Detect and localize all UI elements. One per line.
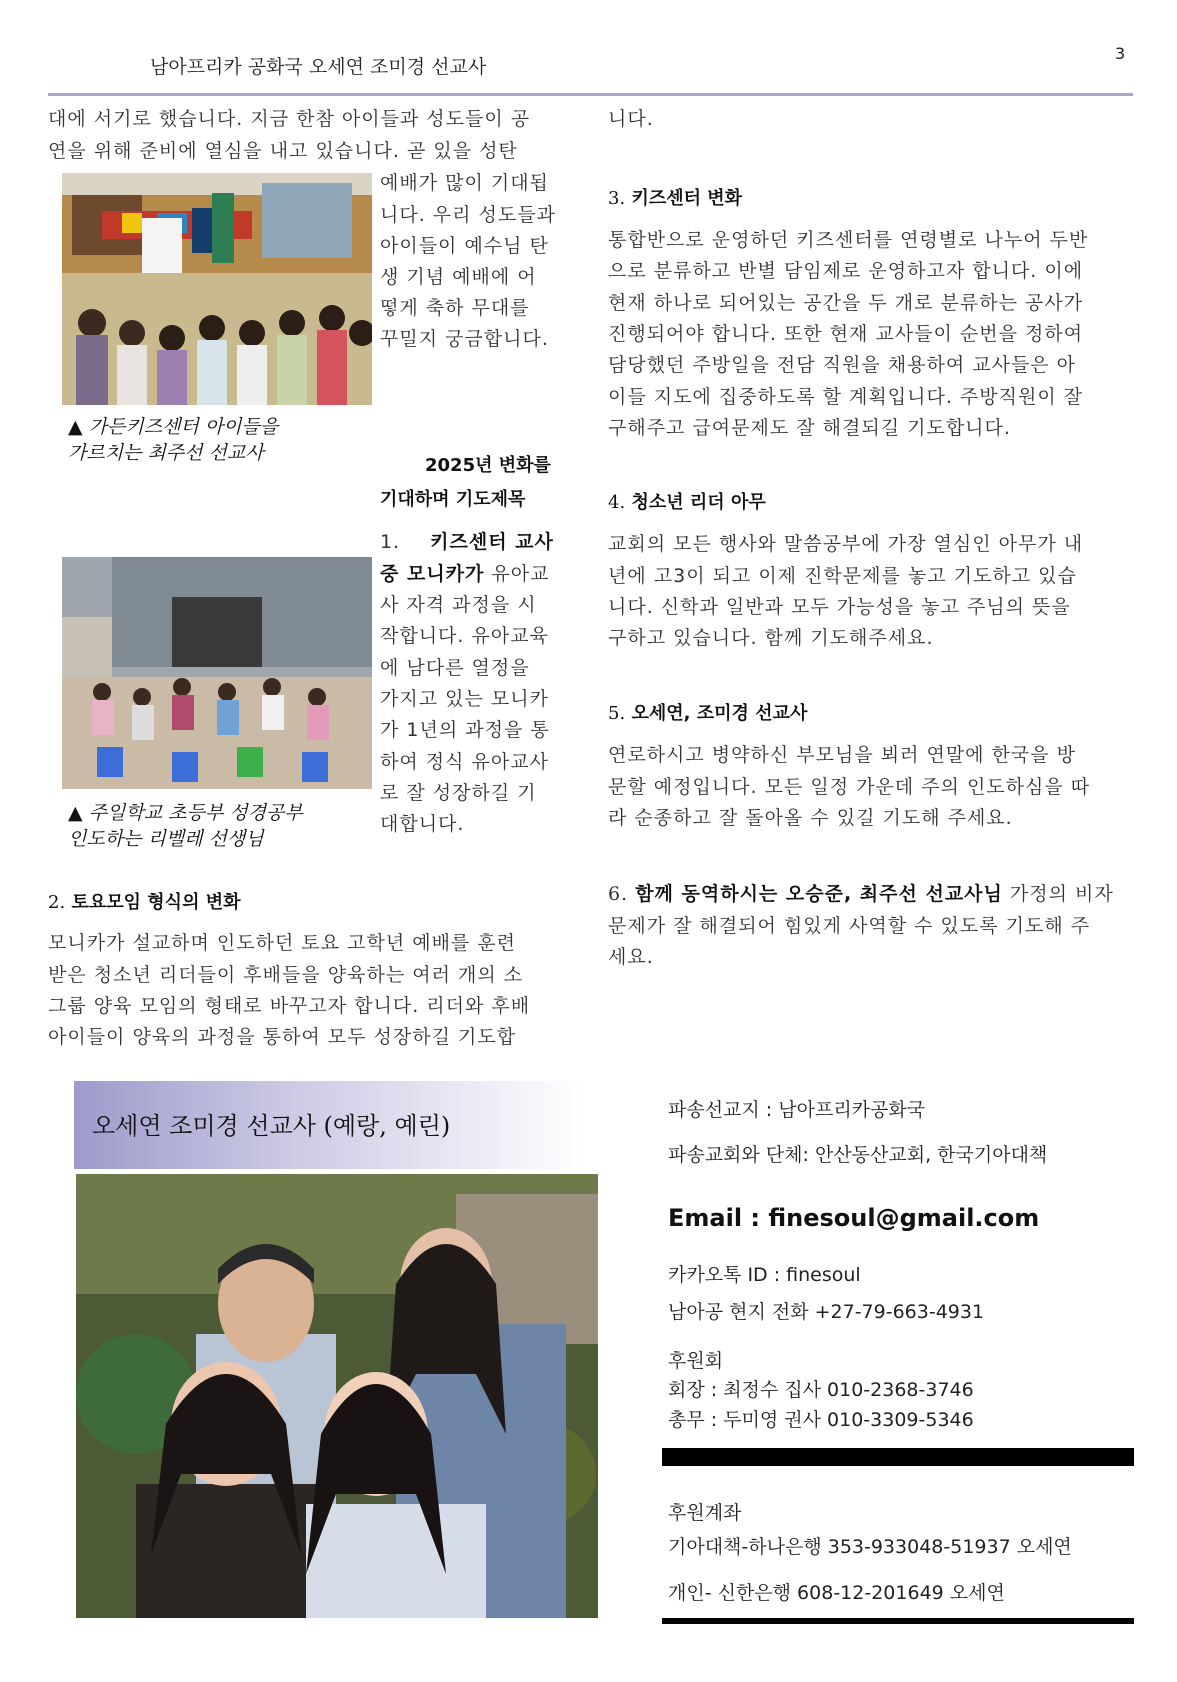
support-president: 회장 : 최정수 집사 010-2368-3746 <box>668 1379 974 1401</box>
support-treasurer: 총무 : 두미영 권사 010-3309-5346 <box>668 1409 974 1431</box>
item3-title: 키즈센터 변화 <box>631 188 743 209</box>
item6-line-3: 세요. <box>608 946 654 968</box>
item6-bold: 함께 동역하시는 오승준, 최주선 선교사님 <box>635 883 1003 905</box>
classroom-photo <box>62 173 372 405</box>
missionary-banner-title: 오세연 조미경 선교사 (예랑, 예린) <box>92 1112 451 1140</box>
prayer-title-line-1: 2025년 변화를 <box>425 455 551 476</box>
item1-line-3: 사 자격 과정을 시 <box>380 594 537 616</box>
item2-number: 2. <box>48 892 66 913</box>
item5-heading <box>608 699 807 725</box>
item2-line-2: 받은 청소년 리더들이 후배들을 양육하는 여러 개의 소 <box>48 964 524 986</box>
item4-line-1: 교회의 모든 행사와 말씀공부에 가장 열심인 아무가 내 <box>608 533 1084 555</box>
item1-line-10: 대합니다. <box>380 813 465 835</box>
item5-title: 오세연, 조미경 선교사 <box>631 703 808 724</box>
photo-caption-1-line-2: 가르치는 최주선 선교사 <box>68 442 264 464</box>
item3-line-3: 현재 하나로 되어있는 공간을 두 개로 분류하는 공사가 <box>608 292 1084 314</box>
item6-line-1 <box>608 879 1114 911</box>
item3-line-7: 구해주고 급여문제도 잘 해결되길 기도합니다. <box>608 417 1011 439</box>
item3-line-5: 담당했던 주방일을 전담 직원을 채용하여 교사들은 아 <box>608 354 1077 376</box>
wrap-line-4: 생 기념 예배에 어 <box>380 266 537 288</box>
header-divider <box>48 93 1133 96</box>
intro-line-2: 연을 위해 준비에 열심을 내고 있습니다. 곧 있을 성탄 <box>48 140 518 162</box>
wrap-line-6: 꾸밀지 궁금합니다. <box>380 328 549 350</box>
item1-rest-b: 유아교 <box>484 563 550 585</box>
item4-title: 청소년 리더 아무 <box>631 492 766 513</box>
item2-line-3: 그룹 양육 모임의 형태로 바꾸고자 합니다. 리더와 후배 <box>48 995 531 1017</box>
item4-line-3: 니다. 신학과 일반과 모두 가능성을 놓고 주님의 뜻을 <box>608 596 1071 618</box>
item6-line-2: 문제가 잘 해결되어 힘있게 사역할 수 있도록 기도해 주 <box>608 915 1091 937</box>
item4-line-4: 구하고 있습니다. 함께 기도해주세요. <box>608 627 934 649</box>
continued-text: 니다. <box>608 108 654 130</box>
item1-bold-b: 중 모니카가 <box>380 563 485 585</box>
item5-number: 5. <box>608 703 626 724</box>
wrap-line-2: 니다. 우리 성도들과 <box>380 204 556 226</box>
item1-line-4: 작합니다. 유아교육 <box>380 625 549 647</box>
item3-line-1: 통합반으로 운영하던 키즈센터를 연령별로 나누어 두반 <box>608 229 1089 251</box>
item1-line-9: 로 잘 성장하길 기 <box>380 782 537 804</box>
item1-line-5: 에 남다른 열정을 <box>380 657 530 679</box>
item5-line-3: 라 순종하고 잘 돌아올 수 있길 기도해 주세요. <box>608 807 1013 829</box>
item1-line-6: 가지고 있는 모니카 <box>380 688 549 710</box>
wrap-line-3: 아이들이 예수님 탄 <box>380 235 549 257</box>
item1-number: 1. <box>380 531 401 553</box>
item2-title: 토요모임 형식의 변화 <box>71 892 241 913</box>
item4-line-2: 년에 고3이 되고 이제 진학문제를 놓고 기도하고 있습 <box>608 565 1077 587</box>
sending-church: 파송교회와 단체: 안산동산교회, 한국기아대책 <box>668 1144 1048 1166</box>
photo-caption-2-line-1: ▲ 주일학교 초등부 성경공부 <box>68 802 303 824</box>
wrap-line-5: 떻게 축하 무대를 <box>380 297 530 319</box>
item1-bold-a: 키즈센터 교사 <box>430 531 554 553</box>
item5-line-1: 연로하시고 병약하신 부모님을 뵈러 연말에 한국을 방 <box>608 744 1077 766</box>
local-phone: 남아공 현지 전화 +27-79-663-4931 <box>668 1301 985 1323</box>
item1-line-1 <box>380 527 554 559</box>
item6-number: 6. <box>608 883 629 905</box>
family-photo <box>76 1174 598 1618</box>
item2-heading <box>48 888 241 914</box>
item2-line-1: 모니카가 설교하며 인도하던 토요 고학년 예배를 훈련 <box>48 932 517 954</box>
account-ngo: 기아대책-하나은행 353-933048-51937 오세연 <box>668 1536 1072 1558</box>
item1-line-8: 하여 정식 유아교사 <box>380 751 549 773</box>
item5-line-2: 문할 예정입니다. 모든 일정 가운데 주의 인도하심을 따 <box>608 776 1091 798</box>
kakao-id: 카카오톡 ID : finesoul <box>668 1264 861 1286</box>
footer-divider-bar <box>662 1448 1134 1466</box>
account-title: 후원계좌 <box>668 1502 742 1524</box>
item1-line-7: 가 1년의 과정을 통 <box>380 719 550 741</box>
item3-heading <box>608 184 742 210</box>
sunday-school-photo <box>62 557 372 789</box>
item6-rest: 가정의 비자 <box>1002 883 1114 905</box>
item3-line-2: 으로 분류하고 반별 담임제로 운영하고자 합니다. 이에 <box>608 260 1084 282</box>
item1-line-2 <box>380 559 550 591</box>
support-title: 후원회 <box>668 1350 724 1372</box>
sending-country: 파송선교지 : 남아프리카공화국 <box>668 1099 926 1121</box>
footer-bottom-bar <box>662 1618 1134 1624</box>
item2-line-4: 아이들이 양육의 과정을 통하여 모두 성장하길 기도합 <box>48 1026 517 1048</box>
header-title: 남아프리카 공화국 오세연 조미경 선교사 <box>150 56 487 78</box>
email-address[interactable]: Email : finesoul@gmail.com <box>668 1204 1040 1232</box>
photo-caption-2-line-2: 인도하는 리벨레 선생님 <box>68 828 264 850</box>
photo-caption-1-line-1: ▲ 가든키즈센터 아이들을 <box>68 416 279 438</box>
item3-number: 3. <box>608 188 626 209</box>
item4-heading <box>608 488 766 514</box>
prayer-title-line-2: 기대하며 기도제목 <box>380 489 526 510</box>
account-personal: 개인- 신한은행 608-12-201649 오세연 <box>668 1582 1005 1604</box>
intro-line-1: 대에 서기로 했습니다. 지금 한참 아이들과 성도들이 공 <box>48 108 531 130</box>
page-number: 3 <box>1115 44 1126 63</box>
item3-line-6: 이들 지도에 집중하도록 할 계획입니다. 주방직원이 잘 <box>608 386 1084 408</box>
item3-line-4: 진행되어야 합니다. 또한 현재 교사들이 순번을 정하여 <box>608 323 1084 345</box>
item4-number: 4. <box>608 492 626 513</box>
wrap-line-1: 예배가 많이 기대됩 <box>380 172 549 194</box>
